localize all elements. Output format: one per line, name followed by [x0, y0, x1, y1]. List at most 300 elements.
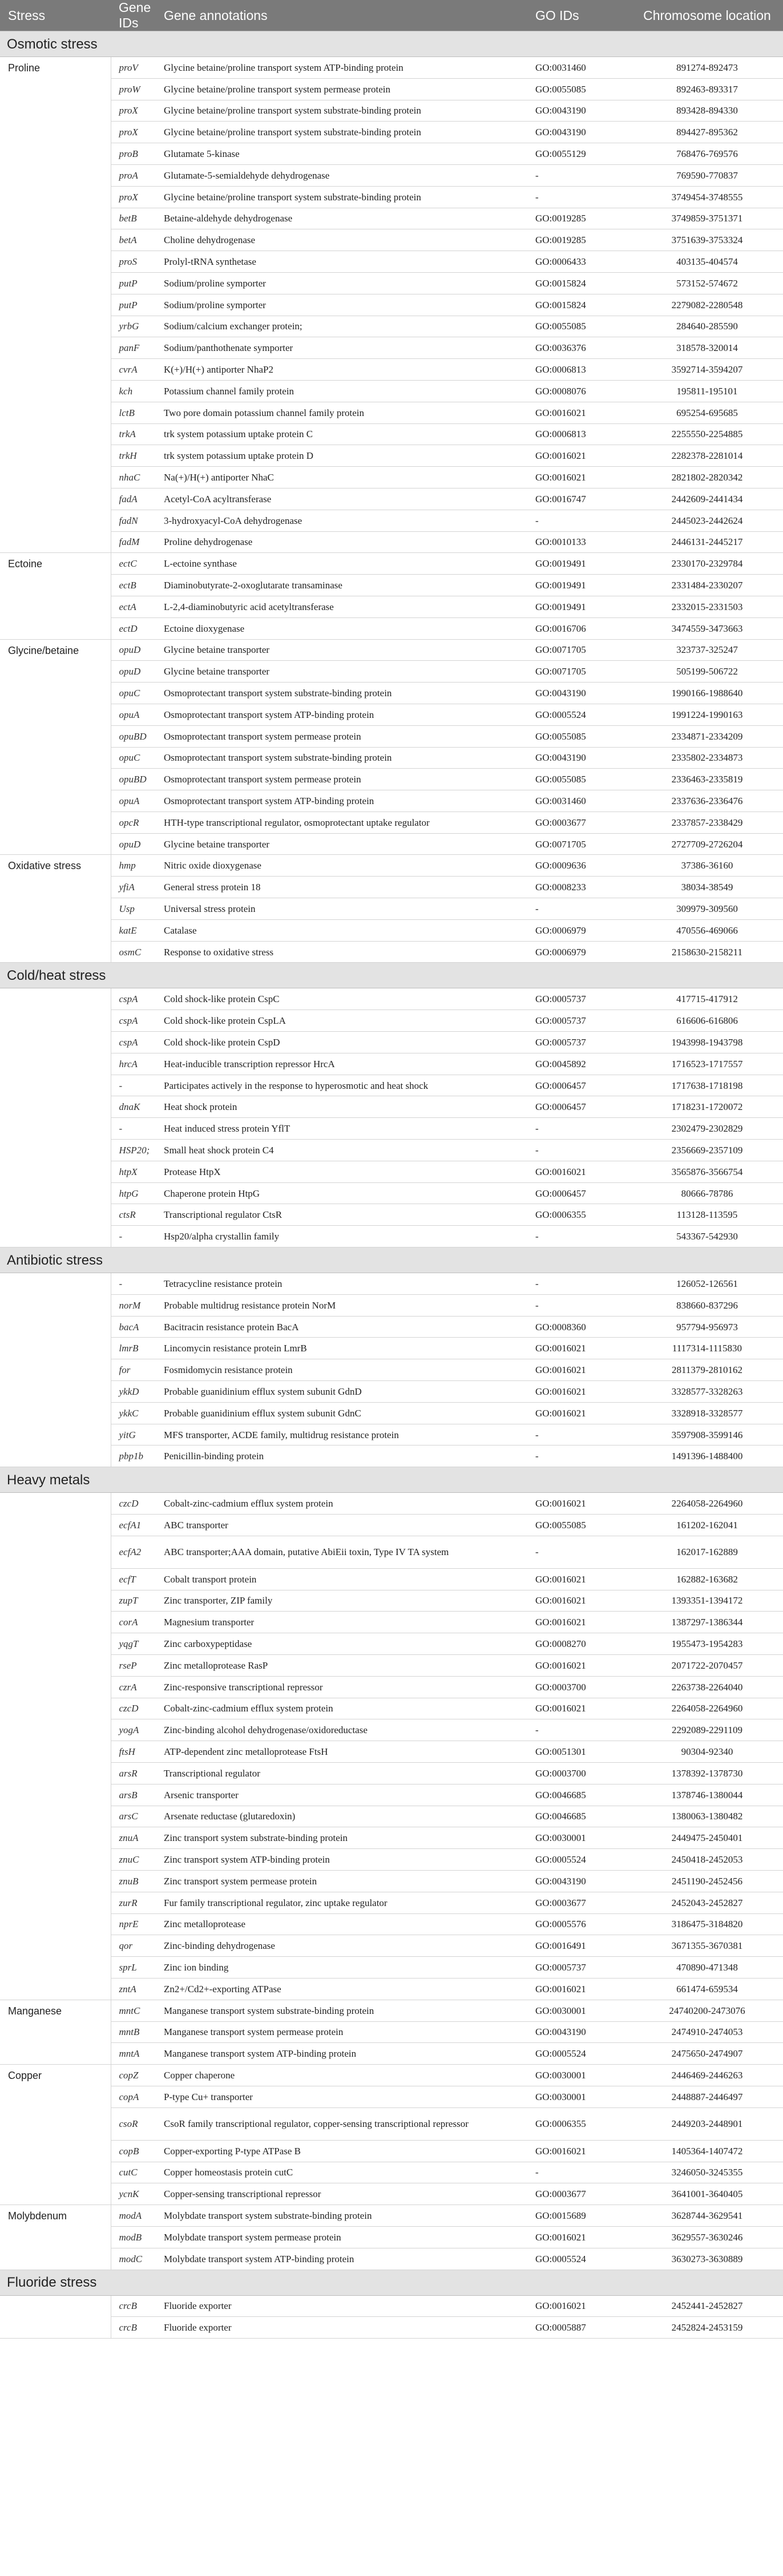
location-cell: 838660-837296 — [631, 1294, 783, 1316]
go-id-cell: GO:0019491 — [527, 553, 631, 575]
annotation-cell: Zinc-binding dehydrogenase — [156, 1935, 527, 1957]
go-id-cell: GO:0006979 — [527, 919, 631, 941]
location-cell: 1380063-1380482 — [631, 1806, 783, 1827]
annotation-cell: Copper chaperone — [156, 2065, 527, 2086]
table-row — [0, 661, 783, 683]
location-cell: 2451190-2452456 — [631, 1870, 783, 1892]
annotation-cell: Sodium/proline symporter — [156, 272, 527, 294]
location-cell: 1491396-1488400 — [631, 1446, 783, 1467]
annotation-cell: Glutamate-5-semialdehyde dehydrogenase — [156, 164, 527, 186]
table-row — [0, 1654, 783, 1676]
annotation-cell: Zinc ion binding — [156, 1957, 527, 1979]
go-id-cell: GO:0031460 — [527, 790, 631, 812]
go-id-cell: GO:0016021 — [527, 1359, 631, 1381]
gene-id-cell: osmC — [111, 941, 156, 963]
annotation-cell: P-type Cu+ transporter — [156, 2086, 527, 2107]
table-row — [0, 208, 783, 229]
gene-id-cell: znuA — [111, 1827, 156, 1849]
gene-id-cell: modB — [111, 2226, 156, 2248]
location-cell: 1716523-1717557 — [631, 1053, 783, 1075]
go-id-cell: GO:0006355 — [527, 1204, 631, 1226]
table-row — [0, 1892, 783, 1913]
location-cell: 2811379-2810162 — [631, 1359, 783, 1381]
location-cell: 2264058-2264960 — [631, 1698, 783, 1719]
gene-id-cell: sprL — [111, 1957, 156, 1979]
annotation-cell: Glycine betaine/proline transport system ATP-binding protein — [156, 57, 527, 79]
gene-id-cell: hrcA — [111, 1053, 156, 1075]
table-row — [0, 1957, 783, 1979]
go-id-cell: GO:0036376 — [527, 337, 631, 359]
table-row — [0, 1590, 783, 1612]
location-cell: 2449203-2448901 — [631, 2107, 783, 2140]
location-cell: 161202-162041 — [631, 1515, 783, 1536]
location-cell: 769590-770837 — [631, 164, 783, 186]
gene-id-cell: for — [111, 1359, 156, 1381]
annotation-cell: Heat shock protein — [156, 1096, 527, 1118]
go-id-cell: GO:0055085 — [527, 1515, 631, 1536]
table-row — [0, 1568, 783, 1590]
location-cell: 2442609-2441434 — [631, 488, 783, 510]
annotation-cell: Cold shock-like protein CspLA — [156, 1010, 527, 1032]
gene-id-cell: ectD — [111, 617, 156, 639]
go-id-cell: GO:0005737 — [527, 1957, 631, 1979]
table-row — [0, 1536, 783, 1568]
go-id-cell: GO:0016706 — [527, 617, 631, 639]
gene-id-cell: opuBD — [111, 725, 156, 747]
table-row — [0, 1719, 783, 1741]
annotation-cell: Osmoprotectant transport system substrate-binding protein — [156, 747, 527, 769]
go-id-cell: GO:0016021 — [527, 1568, 631, 1590]
table-row — [0, 1424, 783, 1446]
annotation-cell: L-ectoine synthase — [156, 553, 527, 575]
annotation-cell: Zn2+/Cd2+-exporting ATPase — [156, 1978, 527, 2000]
gene-id-cell: opuC — [111, 683, 156, 704]
go-id-cell: GO:0055085 — [527, 316, 631, 337]
gene-id-cell: qor — [111, 1935, 156, 1957]
go-id-cell: GO:0071705 — [527, 833, 631, 855]
gene-id-cell: znuB — [111, 1870, 156, 1892]
location-cell: 695254-695685 — [631, 402, 783, 423]
go-id-cell: - — [527, 2162, 631, 2183]
go-id-cell: GO:0016021 — [527, 445, 631, 467]
annotation-cell: Transcriptional regulator — [156, 1762, 527, 1784]
go-id-cell: GO:0031460 — [527, 57, 631, 79]
location-cell: 2452441-2452827 — [631, 2295, 783, 2317]
gene-id-cell: rseP — [111, 1654, 156, 1676]
go-id-cell: GO:0016021 — [527, 2295, 631, 2317]
annotation-cell: Potassium channel family protein — [156, 380, 527, 402]
table-row — [0, 2107, 783, 2140]
location-cell: 3597908-3599146 — [631, 1424, 783, 1446]
annotation-cell: Hsp20/alpha crystallin family — [156, 1226, 527, 1247]
annotation-cell: Glycine betaine/proline transport system substrate-binding protein — [156, 186, 527, 208]
subcategory-cell: Molybdenum — [0, 2205, 111, 2270]
annotation-cell: Heat induced stress protein YflT — [156, 1118, 527, 1140]
gene-id-cell: ecfA2 — [111, 1536, 156, 1568]
table-row — [0, 467, 783, 488]
gene-id-cell: modA — [111, 2205, 156, 2227]
annotation-cell: Manganese transport system permease protein — [156, 2021, 527, 2043]
subcategory-cell: Copper — [0, 2065, 111, 2205]
annotation-cell: Fur family transcriptional regulator, zinc uptake regulator — [156, 1892, 527, 1913]
go-id-cell: GO:0008233 — [527, 877, 631, 898]
gene-id-cell: mntB — [111, 2021, 156, 2043]
location-cell: 2255550-2254885 — [631, 423, 783, 445]
table-row — [0, 1741, 783, 1763]
table-row — [0, 704, 783, 725]
location-cell: 2445023-2442624 — [631, 510, 783, 531]
location-cell: 3749454-3748555 — [631, 186, 783, 208]
gene-id-cell: ecfT — [111, 1568, 156, 1590]
gene-id-cell: opuA — [111, 790, 156, 812]
annotation-cell: Sodium/calcium exchanger protein; — [156, 316, 527, 337]
go-id-cell: GO:0043190 — [527, 100, 631, 122]
section-row — [0, 1467, 783, 1493]
location-cell: 38034-38549 — [631, 877, 783, 898]
annotation-cell: Glycine betaine transporter — [156, 833, 527, 855]
location-cell: 2475650-2474907 — [631, 2043, 783, 2065]
annotation-cell: ATP-dependent zinc metalloprotease FtsH — [156, 1741, 527, 1763]
subcategory-cell: Glycine/betaine — [0, 639, 111, 855]
annotation-cell: Molybdate transport system permease protein — [156, 2226, 527, 2248]
location-cell: 3628744-3629541 — [631, 2205, 783, 2227]
annotation-cell: Zinc transport system ATP-binding protein — [156, 1849, 527, 1871]
section-row — [0, 1247, 783, 1273]
location-cell: 892463-893317 — [631, 78, 783, 100]
go-id-cell: GO:0016021 — [527, 1402, 631, 1424]
annotation-cell: Cold shock-like protein CspD — [156, 1032, 527, 1053]
go-id-cell: GO:0009636 — [527, 855, 631, 877]
gene-id-cell: crcB — [111, 2295, 156, 2317]
section-title: Cold/heat stress — [0, 963, 783, 988]
table-row — [0, 1515, 783, 1536]
annotation-cell: Osmoprotectant transport system permease protein — [156, 769, 527, 790]
location-cell: 309979-309560 — [631, 898, 783, 920]
annotation-cell: Zinc-binding alcohol dehydrogenase/oxidoreductase — [156, 1719, 527, 1741]
go-id-cell: GO:0015824 — [527, 272, 631, 294]
location-cell: 3328577-3328263 — [631, 1381, 783, 1403]
go-id-cell: GO:0016021 — [527, 1978, 631, 2000]
table-row — [0, 683, 783, 704]
gene-id-cell: cspA — [111, 1010, 156, 1032]
location-cell: 3749859-3751371 — [631, 208, 783, 229]
annotation-cell: Osmoprotectant transport system ATP-binding protein — [156, 790, 527, 812]
gene-id-cell: ykkC — [111, 1402, 156, 1424]
table-row — [0, 575, 783, 596]
annotation-cell: 3-hydroxyacyl-CoA dehydrogenase — [156, 510, 527, 531]
table-row — [0, 143, 783, 165]
annotation-cell: Magnesium transporter — [156, 1612, 527, 1633]
location-cell: 893428-894330 — [631, 100, 783, 122]
gene-id-cell: ectC — [111, 553, 156, 575]
gene-id-cell: ectB — [111, 575, 156, 596]
location-cell: 470890-471348 — [631, 1957, 783, 1979]
gene-id-cell: hmp — [111, 855, 156, 877]
go-id-cell: GO:0003677 — [527, 2183, 631, 2205]
table-row — [0, 1273, 783, 1295]
table-row — [0, 78, 783, 100]
go-id-cell: GO:0019285 — [527, 229, 631, 251]
gene-id-cell: ykkD — [111, 1381, 156, 1403]
location-cell: 2263738-2264040 — [631, 1676, 783, 1698]
table-row — [0, 855, 783, 877]
location-cell: 2158630-2158211 — [631, 941, 783, 963]
location-cell: 3629557-3630246 — [631, 2226, 783, 2248]
annotation-cell: Glycine betaine transporter — [156, 639, 527, 661]
table-row — [0, 1053, 783, 1075]
gene-id-cell: proX — [111, 100, 156, 122]
gene-id-cell: cvrA — [111, 359, 156, 381]
gene-id-cell: cspA — [111, 988, 156, 1010]
annotation-cell: Copper-sensing transcriptional repressor — [156, 2183, 527, 2205]
table-row — [0, 423, 783, 445]
gene-id-cell: zupT — [111, 1590, 156, 1612]
go-id-cell: GO:0016021 — [527, 467, 631, 488]
gene-id-cell: ftsH — [111, 1741, 156, 1763]
location-cell: 417715-417912 — [631, 988, 783, 1010]
table-row — [0, 251, 783, 273]
go-id-cell: GO:0055085 — [527, 725, 631, 747]
table-row — [0, 2317, 783, 2339]
gene-id-cell: opcR — [111, 811, 156, 833]
location-cell: 1943998-1943798 — [631, 1032, 783, 1053]
table-row — [0, 2043, 783, 2065]
location-cell: 403135-404574 — [631, 251, 783, 273]
annotation-cell: Participates actively in the response to hyperosmotic and heat shock — [156, 1075, 527, 1096]
annotation-cell: Glycine betaine/proline transport system substrate-binding protein — [156, 100, 527, 122]
section-row — [0, 2270, 783, 2295]
go-id-cell: - — [527, 1536, 631, 1568]
gene-id-cell: opuD — [111, 833, 156, 855]
go-id-cell: GO:0051301 — [527, 1741, 631, 1763]
table-row — [0, 164, 783, 186]
gene-id-cell: proV — [111, 57, 156, 79]
table-row — [0, 833, 783, 855]
go-id-cell: GO:0016021 — [527, 1381, 631, 1403]
annotation-cell: Zinc transport system permease protein — [156, 1870, 527, 1892]
go-id-cell: - — [527, 510, 631, 531]
location-cell: 2332015-2331503 — [631, 596, 783, 617]
go-id-cell: GO:0071705 — [527, 661, 631, 683]
table-row — [0, 941, 783, 963]
location-cell: 2446131-2445217 — [631, 531, 783, 553]
table-row — [0, 1294, 783, 1316]
go-id-cell: GO:0005887 — [527, 2317, 631, 2339]
location-cell: 470556-469066 — [631, 919, 783, 941]
location-cell: 3186475-3184820 — [631, 1913, 783, 1935]
location-cell: 126052-126561 — [631, 1273, 783, 1295]
gene-id-cell: kch — [111, 380, 156, 402]
location-cell: 3246050-3245355 — [631, 2162, 783, 2183]
go-id-cell: GO:0055129 — [527, 143, 631, 165]
gene-id-cell: fadA — [111, 488, 156, 510]
go-id-cell: GO:0030001 — [527, 2086, 631, 2107]
location-cell: 195811-195101 — [631, 380, 783, 402]
location-cell: 543367-542930 — [631, 1226, 783, 1247]
annotation-cell: Osmoprotectant transport system permease protein — [156, 725, 527, 747]
annotation-cell: Zinc transporter, ZIP family — [156, 1590, 527, 1612]
table-row — [0, 2140, 783, 2162]
location-cell: 894427-895362 — [631, 122, 783, 143]
table-row — [0, 1118, 783, 1140]
annotation-cell: Osmoprotectant transport system substrate-binding protein — [156, 683, 527, 704]
table-row — [0, 1676, 783, 1698]
gene-id-cell: fadN — [111, 510, 156, 531]
go-id-cell: GO:0055085 — [527, 769, 631, 790]
subcategory-cell: Proline — [0, 57, 111, 553]
annotation-cell: Molybdate transport system ATP-binding protein — [156, 2248, 527, 2270]
gene-id-cell: trkH — [111, 445, 156, 467]
table-row — [0, 2248, 783, 2270]
annotation-cell: Protease HtpX — [156, 1161, 527, 1182]
table-row — [0, 1182, 783, 1204]
gene-id-cell: opuD — [111, 661, 156, 683]
gene-id-cell: HSP20; — [111, 1140, 156, 1161]
table-row — [0, 1849, 783, 1871]
gene-id-cell: yitG — [111, 1424, 156, 1446]
gene-id-cell: copZ — [111, 2065, 156, 2086]
header-gene-ids: Gene IDs — [111, 0, 156, 31]
go-id-cell: GO:0016021 — [527, 1654, 631, 1676]
go-id-cell: - — [527, 898, 631, 920]
go-id-cell: GO:0043190 — [527, 122, 631, 143]
gene-id-cell: opuBD — [111, 769, 156, 790]
annotation-cell: General stress protein 18 — [156, 877, 527, 898]
table-row — [0, 877, 783, 898]
gene-id-cell: norM — [111, 1294, 156, 1316]
go-id-cell: GO:0043190 — [527, 747, 631, 769]
go-id-cell: GO:0016021 — [527, 2140, 631, 2162]
go-id-cell: GO:0016021 — [527, 2226, 631, 2248]
location-cell: 162017-162889 — [631, 1536, 783, 1568]
section-title: Antibiotic stress — [0, 1247, 783, 1273]
table-row — [0, 272, 783, 294]
location-cell: 24740200-2473076 — [631, 2000, 783, 2021]
table-row — [0, 402, 783, 423]
annotation-cell: Cobalt-zinc-cadmium efflux system protein — [156, 1698, 527, 1719]
table-row — [0, 725, 783, 747]
annotation-cell: Chaperone protein HtpG — [156, 1182, 527, 1204]
location-cell: 90304-92340 — [631, 1741, 783, 1763]
annotation-cell: Glycine betaine/proline transport system substrate-binding protein — [156, 122, 527, 143]
table-row — [0, 919, 783, 941]
table-row — [0, 1338, 783, 1359]
table-row — [0, 1359, 783, 1381]
go-id-cell: GO:0016021 — [527, 1612, 631, 1633]
subcategory-cell: Oxidative stress — [0, 855, 111, 963]
gene-id-cell: yqgT — [111, 1633, 156, 1655]
go-id-cell: - — [527, 186, 631, 208]
gene-id-cell: - — [111, 1118, 156, 1140]
header-stress: Stress — [0, 0, 111, 31]
gene-id-cell: putP — [111, 294, 156, 316]
table-row — [0, 2086, 783, 2107]
gene-id-cell: corA — [111, 1612, 156, 1633]
gene-id-cell: betB — [111, 208, 156, 229]
location-cell: 1990166-1988640 — [631, 683, 783, 704]
go-id-cell: - — [527, 1424, 631, 1446]
annotation-cell: Probable multidrug resistance protein NorM — [156, 1294, 527, 1316]
annotation-cell: Sodium/proline symporter — [156, 294, 527, 316]
gene-id-cell: ecfA1 — [111, 1515, 156, 1536]
gene-id-cell: czcD — [111, 1493, 156, 1515]
location-cell: 323737-325247 — [631, 639, 783, 661]
go-id-cell: GO:0016021 — [527, 1590, 631, 1612]
go-id-cell: - — [527, 1226, 631, 1247]
header-go-ids: GO IDs — [527, 0, 631, 31]
go-id-cell: GO:0030001 — [527, 2065, 631, 2086]
gene-id-cell: arsB — [111, 1784, 156, 1806]
table-row — [0, 2295, 783, 2317]
annotation-cell: ABC transporter — [156, 1515, 527, 1536]
annotation-cell: Osmoprotectant transport system ATP-binding protein — [156, 704, 527, 725]
go-id-cell: GO:0006813 — [527, 359, 631, 381]
gene-id-cell: cutC — [111, 2162, 156, 2183]
table-row — [0, 1446, 783, 1467]
go-id-cell: GO:0016021 — [527, 1161, 631, 1182]
annotation-cell: Sodium/panthothenate symporter — [156, 337, 527, 359]
go-id-cell: GO:0005737 — [527, 1032, 631, 1053]
go-id-cell: GO:0016021 — [527, 402, 631, 423]
location-cell: 1718231-1720072 — [631, 1096, 783, 1118]
location-cell: 1405364-1407472 — [631, 2140, 783, 2162]
annotation-cell: Fluoride exporter — [156, 2317, 527, 2339]
go-id-cell: - — [527, 1294, 631, 1316]
go-id-cell: GO:0016747 — [527, 488, 631, 510]
go-id-cell: GO:0019285 — [527, 208, 631, 229]
annotation-cell: Diaminobutyrate-2-oxoglutarate transaminase — [156, 575, 527, 596]
go-id-cell: GO:0005737 — [527, 1010, 631, 1032]
location-cell: 2821802-2820342 — [631, 467, 783, 488]
location-cell: 2330170-2329784 — [631, 553, 783, 575]
table-row — [0, 553, 783, 575]
go-id-cell: GO:0043190 — [527, 1870, 631, 1892]
location-cell: 2448887-2446497 — [631, 2086, 783, 2107]
go-id-cell: GO:0005524 — [527, 704, 631, 725]
table-row — [0, 1381, 783, 1403]
go-id-cell: GO:0046685 — [527, 1806, 631, 1827]
annotation-cell: Catalase — [156, 919, 527, 941]
annotation-cell: Choline dehydrogenase — [156, 229, 527, 251]
location-cell: 2446469-2446263 — [631, 2065, 783, 2086]
gene-id-cell: lctB — [111, 402, 156, 423]
go-id-cell: - — [527, 1446, 631, 1467]
go-id-cell: GO:0008360 — [527, 1316, 631, 1338]
gene-id-cell: yrbG — [111, 316, 156, 337]
go-id-cell: - — [527, 1719, 631, 1741]
location-cell: 3671355-3670381 — [631, 1935, 783, 1957]
annotation-cell: Tetracycline resistance protein — [156, 1273, 527, 1295]
location-cell: 162882-163682 — [631, 1568, 783, 1590]
location-cell: 318578-320014 — [631, 337, 783, 359]
gene-id-cell: betA — [111, 229, 156, 251]
table-row — [0, 2205, 783, 2227]
location-cell: 957794-956973 — [631, 1316, 783, 1338]
annotation-cell: Copper-exporting P-type ATPase B — [156, 2140, 527, 2162]
annotation-cell: Probable guanidinium efflux system subunit GdnD — [156, 1381, 527, 1403]
section-title: Fluoride stress — [0, 2270, 783, 2295]
location-cell: 2356669-2357109 — [631, 1140, 783, 1161]
location-cell: 3630273-3630889 — [631, 2248, 783, 2270]
annotation-cell: Ectoine dioxygenase — [156, 617, 527, 639]
gene-id-cell: nprE — [111, 1913, 156, 1935]
go-id-cell: GO:0006979 — [527, 941, 631, 963]
annotation-cell: Heat-inducible transcription repressor HrcA — [156, 1053, 527, 1075]
go-id-cell: GO:0005524 — [527, 1849, 631, 1871]
location-cell: 661474-659534 — [631, 1978, 783, 2000]
location-cell: 2727709-2726204 — [631, 833, 783, 855]
table-row — [0, 2183, 783, 2205]
